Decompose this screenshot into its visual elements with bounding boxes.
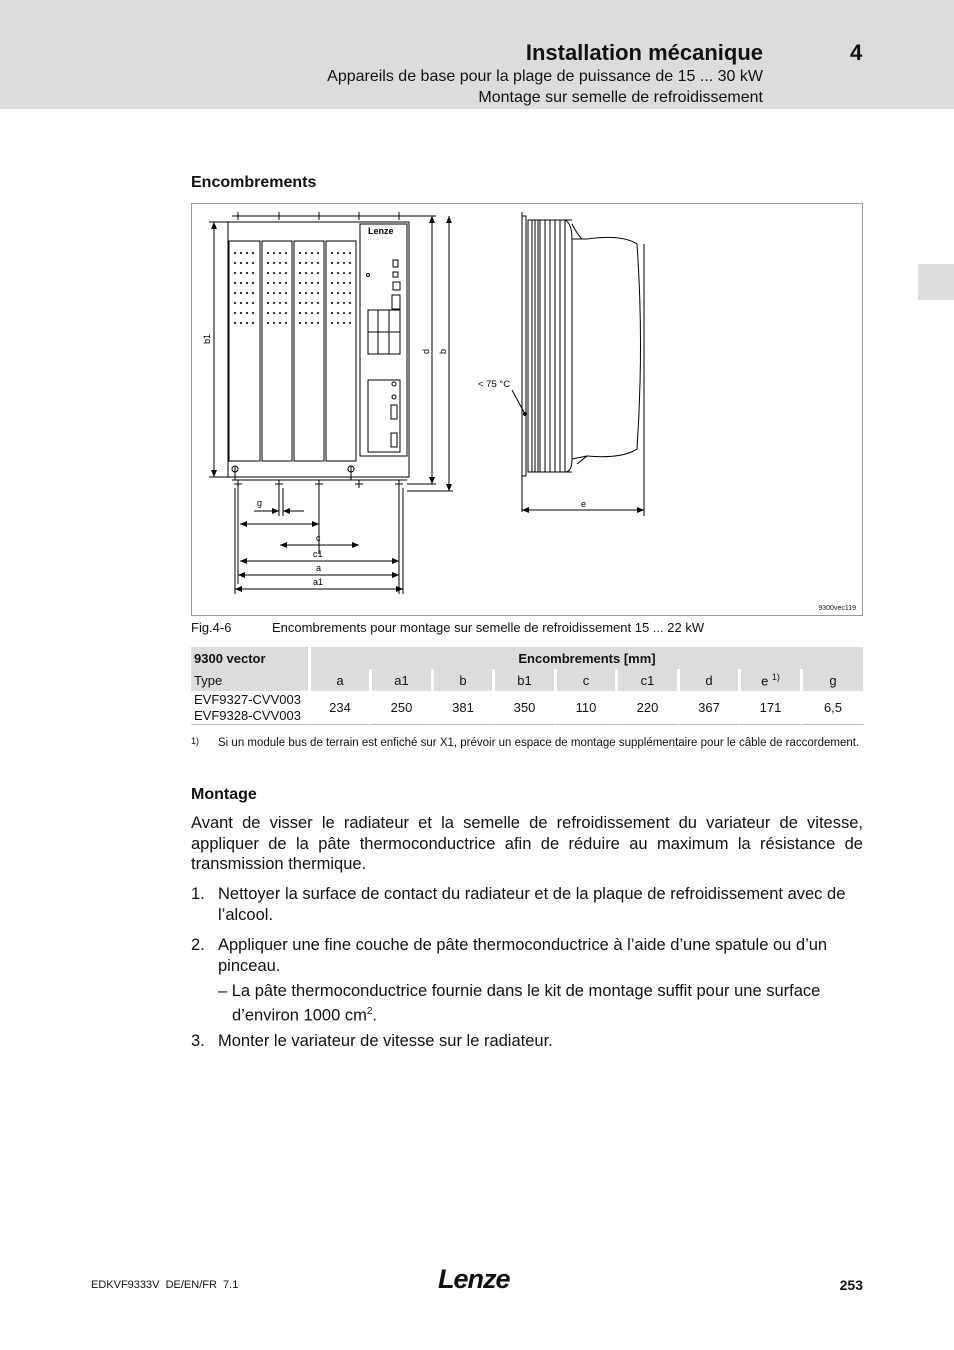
figure-caption <box>191 620 704 635</box>
list-item-number: 2. <box>191 936 205 954</box>
table-col-header: b <box>431 669 492 691</box>
dimension-drawing-svg <box>192 204 864 617</box>
table-col-header: b1 <box>492 669 554 691</box>
montage-intro: Avant de visser le radiateur et la semelle de refroidissement du variateur de vitesse, appliquer de la pâte thermoconductrice afin de réduire au maximum la résistance de transmission thermique. <box>191 814 863 873</box>
section-title-montage: Montage <box>191 786 257 803</box>
dim-label-c1: c1 <box>313 549 323 559</box>
table-col-header: a1 <box>369 669 431 691</box>
mounting-crosshairs-bottom <box>234 480 403 488</box>
dimension-drawing <box>191 203 863 616</box>
dim-label-c: c <box>316 533 321 543</box>
figure-caption-text: Encombrements pour montage sur semelle de refroidissement 15 ... 22 kW <box>272 620 705 635</box>
table-cell: 110 <box>554 691 615 725</box>
dim-label-e: e <box>581 499 587 509</box>
footnote <box>191 735 863 751</box>
list-item <box>191 1031 863 1052</box>
list-item-text: Nettoyer la surface de contact du radiateur et de la plaque de refroidissement avec de l’alcool. <box>218 885 846 924</box>
list-item-number: 1. <box>191 885 205 903</box>
table-col-header: a <box>308 669 369 691</box>
chapter-subtitle-1: Appareils de base pour la plage de puissance de 15 ... 30 kW <box>327 68 763 85</box>
dim-label-g: g <box>257 498 263 508</box>
footer-logo: Lenze <box>438 1264 510 1294</box>
dimensions-table <box>191 647 863 725</box>
table-cell: 381 <box>431 691 492 725</box>
dim-label-a: a <box>316 563 322 573</box>
table-cell: 367 <box>677 691 738 725</box>
table-cell: 250 <box>369 691 431 725</box>
header-band <box>0 0 954 109</box>
footnote-text: Si un module bus de terrain est enfiché sur X1, prévoir un espace de montage supplémentaire pour le câble de raccordement. <box>218 737 860 749</box>
list-item-text: Monter le variateur de vitesse sur le radiateur. <box>218 1032 553 1050</box>
chapter-subtitle-2: Montage sur semelle de refroidissement <box>478 89 763 106</box>
table-col-header: c1 <box>615 669 677 691</box>
chapter-title: Installation mécanique <box>525 40 763 65</box>
table-group-header: Encombrements [mm] <box>308 647 863 669</box>
sub-note-sup: 2 <box>366 1005 373 1017</box>
table-cell: 6,5 <box>800 691 863 725</box>
footer-doc-id: EDKVF9333V DE/EN/FR 7.1 <box>91 1279 239 1291</box>
table-col-header: c <box>554 669 615 691</box>
table-col-header: g <box>800 669 863 691</box>
dim-label-b1: b1 <box>202 333 212 344</box>
table-type-header: Type <box>191 669 308 691</box>
dim-label-d: d <box>421 348 431 354</box>
list-item <box>191 884 863 925</box>
table-col-header-e: e $^{1)}$ <box>738 669 800 691</box>
dim-label-a1: a1 <box>313 577 324 587</box>
table-cell: 350 <box>492 691 554 725</box>
list-item-text: Appliquer une fine couche de pâte thermoconductrice à l’aide d’une spatule ou d’un pinceau. <box>218 936 828 975</box>
table-cell: 234 <box>308 691 369 725</box>
table-cell-types: EVF9327-CVV003 EVF9328-CVV003 <box>191 691 308 725</box>
drawing-logo: Lenze <box>368 226 394 236</box>
list-item-number: 3. <box>191 1032 205 1050</box>
chapter-side-tab <box>918 264 954 300</box>
page-number: 253 <box>839 1277 863 1293</box>
chapter-number: 4 <box>850 40 863 65</box>
table-product-header: 9300 vector <box>191 647 308 669</box>
temperature-label: < 75 °C <box>478 379 511 390</box>
table-cell: 220 <box>615 691 677 725</box>
figure-code: 9300vec119 <box>818 605 856 612</box>
table-col-header: d <box>677 669 738 691</box>
list-item <box>191 935 863 976</box>
table-row <box>191 691 863 725</box>
list-sub-note: – La pâte thermoconductrice fournie dans le kit de montage suffit pour une surface d’environ 1000 $cm^2$. <box>218 982 821 1024</box>
dim-label-b: b <box>438 348 448 354</box>
table-cell: 171 <box>738 691 800 725</box>
unit-housing <box>228 222 409 477</box>
sub-note-text: – La pâte thermoconductrice fournie dans le kit de montage suffit pour une surface d’environ 1000 cm <box>218 982 821 1024</box>
figure-caption-label: Fig.4-6 <box>191 620 232 635</box>
vent-grid <box>234 252 254 324</box>
section-title-encombrements: Encombrements <box>191 174 317 191</box>
footnote-mark: 1) <box>191 736 200 746</box>
